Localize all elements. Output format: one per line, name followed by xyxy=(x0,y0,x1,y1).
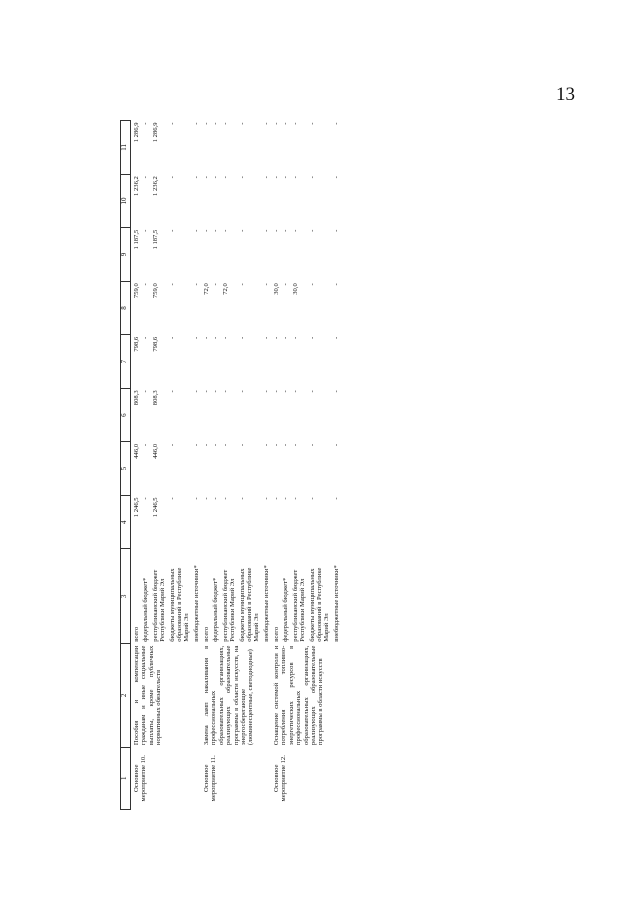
funding-value: - xyxy=(192,229,200,232)
event-name: Основное мероприятие 11. xyxy=(203,755,218,802)
funding-value: 1 236,2 xyxy=(133,176,140,196)
funding-value: - xyxy=(192,497,200,500)
funding-value: - xyxy=(273,443,280,447)
column-header: 3 xyxy=(121,549,131,644)
funding-value: - xyxy=(282,336,290,339)
funding-value: - xyxy=(168,283,176,286)
event-description: Замена ламп накаливания в профессиональных образовательных организациях, реализующих образовательные программы в области искусств, на энергосберегающие (люминесцентные, светодиодные) xyxy=(203,645,255,746)
column-header: 6 xyxy=(121,388,131,442)
funding-value: 759,0 xyxy=(133,283,140,299)
funding-source: федеральный бюджет* xyxy=(282,577,290,642)
funding-value: 30,0 xyxy=(273,283,280,295)
funding-value: - xyxy=(212,497,220,500)
funding-value: - xyxy=(332,229,340,232)
funding-value: - xyxy=(212,176,220,179)
funding-value: - xyxy=(262,122,270,125)
funding-value: 72,0 xyxy=(203,283,210,295)
funding-value: - xyxy=(142,176,150,179)
funding-value: - xyxy=(221,176,229,179)
funding-value: - xyxy=(291,176,299,179)
funding-value: - xyxy=(282,176,290,179)
funding-value: - xyxy=(291,443,299,447)
funding-value: - xyxy=(221,229,229,232)
funding-value: - xyxy=(262,336,270,339)
funding-value: - xyxy=(291,229,299,232)
funding-value: - xyxy=(212,122,220,125)
column-header: 5 xyxy=(121,442,131,496)
funding-value: - xyxy=(203,176,210,179)
funding-source: внебюджетные источники* xyxy=(262,565,270,642)
funding-value: - xyxy=(273,390,280,393)
funding-value: - xyxy=(221,497,229,500)
funding-value: - xyxy=(203,443,210,447)
funding-value: 808,3 xyxy=(133,390,140,406)
column-header: 10 xyxy=(121,174,131,228)
funding-value: - xyxy=(203,336,210,339)
funding-value: - xyxy=(332,497,340,500)
funding-value: - xyxy=(212,283,220,286)
funding-source: бюджеты муниципальных образований в Республике Марий Эл xyxy=(308,567,331,642)
funding-value: - xyxy=(221,122,229,125)
funding-table xyxy=(120,120,341,810)
funding-value: - xyxy=(332,390,340,393)
funding-source: всего xyxy=(133,626,140,642)
funding-value: - xyxy=(273,229,280,232)
funding-value: - xyxy=(238,283,246,286)
funding-value: - xyxy=(291,336,299,339)
event-description: Пособия и компенсации гражданам и иные социальные выплаты, кроме публичных нормативных обязательств xyxy=(133,645,163,746)
event-name: Основное мероприятие 10. xyxy=(133,755,148,802)
funding-value: - xyxy=(192,122,200,125)
funding-value: - xyxy=(221,336,229,339)
funding-value: 808,3 xyxy=(151,390,159,406)
funding-value: - xyxy=(238,443,246,447)
funding-value: - xyxy=(221,443,229,447)
funding-value: - xyxy=(262,229,270,232)
funding-value: - xyxy=(142,283,150,286)
funding-value: - xyxy=(168,176,176,179)
column-header: 8 xyxy=(121,281,131,335)
funding-value: - xyxy=(142,336,150,339)
funding-value: - xyxy=(168,390,176,393)
funding-value: - xyxy=(291,122,299,125)
funding-value: 1 286,9 xyxy=(151,122,159,143)
column-header: 4 xyxy=(121,495,131,549)
funding-value: - xyxy=(203,229,210,232)
funding-value: 30,0 xyxy=(291,283,299,295)
funding-value: 1 187,5 xyxy=(133,229,140,250)
funding-value: 1 236,2 xyxy=(151,176,159,196)
funding-value: - xyxy=(238,176,246,179)
funding-value: - xyxy=(262,283,270,286)
funding-value: - xyxy=(221,390,229,393)
funding-value: - xyxy=(332,443,340,447)
funding-value: - xyxy=(142,497,150,500)
funding-value: - xyxy=(282,283,290,286)
funding-value: - xyxy=(238,229,246,232)
funding-value: - xyxy=(273,122,280,125)
funding-value: - xyxy=(332,336,340,339)
funding-value: - xyxy=(192,283,200,286)
funding-value: - xyxy=(192,390,200,393)
funding-value: - xyxy=(291,497,299,500)
funding-value: - xyxy=(308,390,316,393)
funding-value: - xyxy=(282,390,290,393)
rotated-table-container xyxy=(120,120,580,810)
funding-value: - xyxy=(308,336,316,339)
funding-value: - xyxy=(308,497,316,500)
funding-source: внебюджетные источники* xyxy=(192,565,200,642)
funding-value: - xyxy=(308,229,316,232)
funding-source: всего xyxy=(273,626,280,642)
funding-value: - xyxy=(203,122,210,125)
column-header: 2 xyxy=(121,644,131,747)
funding-value: 1 286,9 xyxy=(133,122,140,143)
funding-source: республиканский бюджет Республики Марий Эл xyxy=(151,569,167,642)
header-row xyxy=(121,121,131,810)
column-header: 7 xyxy=(121,335,131,389)
funding-value: - xyxy=(308,443,316,447)
funding-value: - xyxy=(212,336,220,339)
funding-source: бюджеты муниципальных образований в Республике Марий Эл xyxy=(238,567,261,642)
table-row xyxy=(201,121,211,810)
funding-value: - xyxy=(203,497,210,500)
funding-source: федеральный бюджет* xyxy=(142,577,150,642)
table-row xyxy=(271,121,281,810)
funding-value: - xyxy=(168,336,176,339)
funding-value: - xyxy=(168,497,176,500)
funding-value: - xyxy=(168,122,176,125)
funding-value: - xyxy=(212,229,220,232)
funding-source: республиканский бюджет Республики Марий Эл xyxy=(221,569,237,642)
funding-value: - xyxy=(308,283,316,286)
event-description: Оснащение системой контроля и потребления топливно-энергетических ресурсов в профессиональных образовательных организациях, реализующих образовательные программы в области искусств xyxy=(273,645,325,746)
event-name: Основное мероприятие 12. xyxy=(273,755,288,802)
funding-value: - xyxy=(282,497,290,500)
funding-value: - xyxy=(192,176,200,179)
funding-value: - xyxy=(273,336,280,339)
funding-value: - xyxy=(332,176,340,179)
funding-value: 1 187,5 xyxy=(151,229,159,250)
funding-value: - xyxy=(238,122,246,125)
funding-value: - xyxy=(142,122,150,125)
funding-value: - xyxy=(332,122,340,125)
funding-value: - xyxy=(238,390,246,393)
funding-value: 1 246,5 xyxy=(151,497,159,518)
funding-source: бюджеты муниципальных образований в Республике Марий Эл xyxy=(168,567,191,642)
funding-value: 1 246,5 xyxy=(133,497,140,518)
funding-value: - xyxy=(142,229,150,232)
funding-value: - xyxy=(192,336,200,339)
column-header: 9 xyxy=(121,228,131,282)
funding-value: - xyxy=(168,443,176,447)
page-number: 13 xyxy=(556,84,575,105)
funding-value: - xyxy=(262,176,270,179)
funding-value: 798,6 xyxy=(133,336,140,352)
funding-value: - xyxy=(142,443,150,447)
funding-value: 446,0 xyxy=(151,443,159,459)
funding-value: - xyxy=(273,497,280,500)
funding-value: - xyxy=(282,443,290,447)
funding-value: - xyxy=(262,390,270,393)
funding-value: - xyxy=(308,122,316,125)
column-header: 1 xyxy=(121,747,131,809)
funding-value: - xyxy=(262,497,270,500)
funding-value: - xyxy=(282,122,290,125)
funding-source: республиканский бюджет Республики Марий Эл xyxy=(291,569,307,642)
table-row xyxy=(131,121,142,810)
funding-value: 798,6 xyxy=(151,336,159,352)
funding-value: - xyxy=(332,283,340,286)
funding-value: - xyxy=(142,390,150,393)
funding-source: всего xyxy=(203,626,210,642)
funding-value: - xyxy=(282,229,290,232)
funding-value: - xyxy=(308,176,316,179)
funding-value: - xyxy=(262,443,270,447)
column-header: 11 xyxy=(121,121,131,175)
funding-value: - xyxy=(291,390,299,393)
funding-value: - xyxy=(238,336,246,339)
funding-value: - xyxy=(212,443,220,447)
funding-value: - xyxy=(273,176,280,179)
funding-value: 72,0 xyxy=(221,283,229,295)
funding-value: 759,0 xyxy=(151,283,159,299)
funding-value: - xyxy=(212,390,220,393)
funding-value: - xyxy=(168,229,176,232)
funding-source: внебюджетные источники* xyxy=(332,565,340,642)
funding-source: федеральный бюджет* xyxy=(212,577,220,642)
funding-value: 446,0 xyxy=(133,443,140,459)
funding-value: - xyxy=(192,443,200,447)
table-body xyxy=(131,121,342,810)
funding-value: - xyxy=(203,390,210,393)
funding-value: - xyxy=(238,497,246,500)
table-header xyxy=(121,121,131,810)
